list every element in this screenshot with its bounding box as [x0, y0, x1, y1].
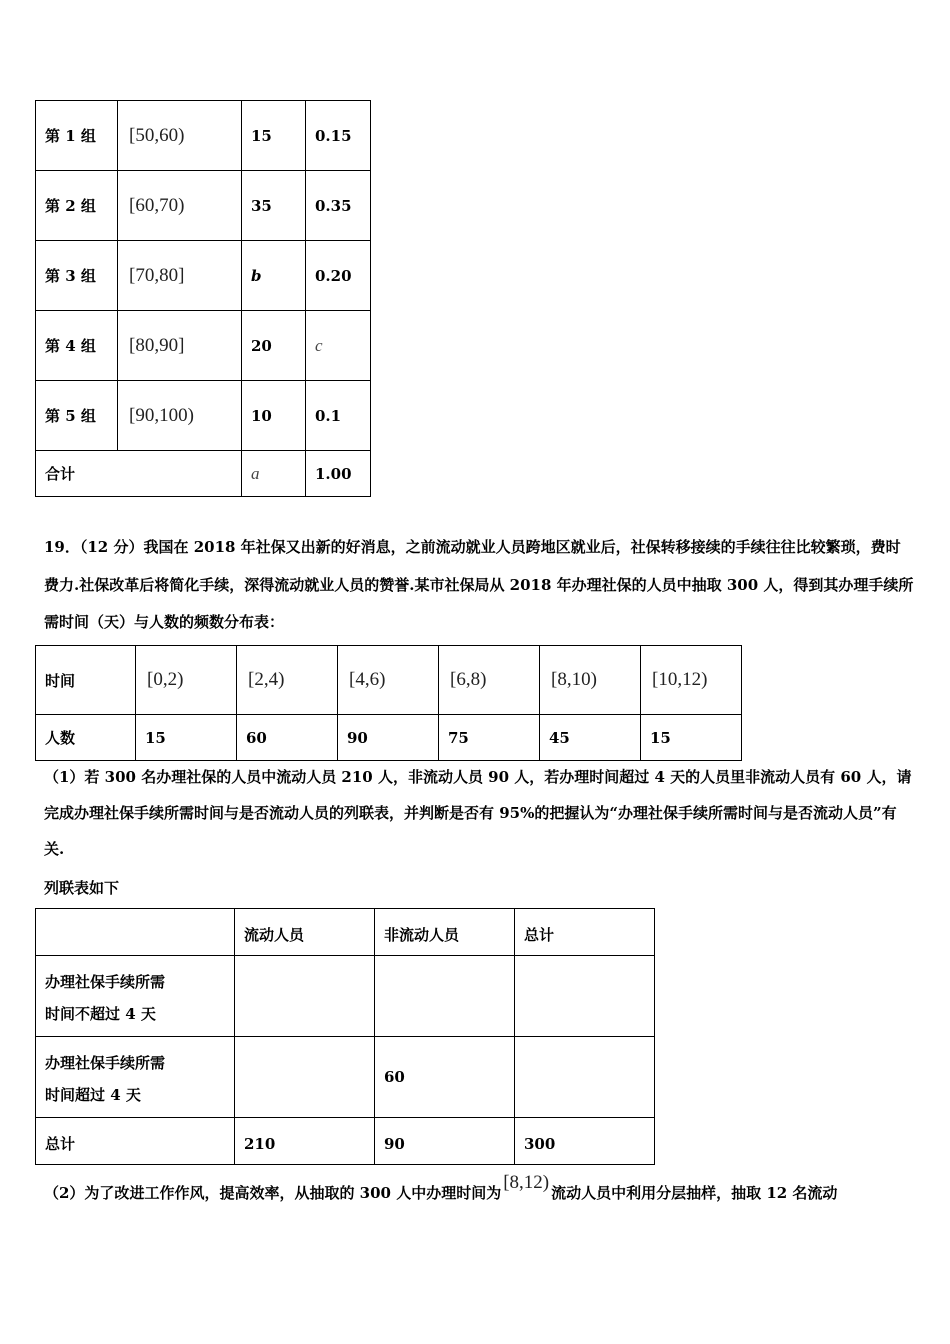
- answer-cell: [515, 956, 655, 1037]
- row-label: [36, 956, 235, 1037]
- total-value: 210: [235, 1118, 375, 1165]
- row-label-line: 时间超过 4 天: [45, 1086, 141, 1104]
- group-label: 第 1 组: [36, 101, 118, 171]
- table-row: [36, 646, 742, 715]
- part-2-text: （2）为了改进工作作风，提高效率，从抽取的 300 人中办理时间为: [44, 1184, 502, 1202]
- group-count: b: [242, 241, 306, 311]
- answer-cell: 60: [375, 1037, 515, 1118]
- table-row: [36, 715, 742, 761]
- group-count: 35: [242, 171, 306, 241]
- total-value: 300: [515, 1118, 655, 1165]
- group-interval: [70,80]: [118, 241, 242, 311]
- total-count: a: [242, 451, 306, 497]
- total-value: 90: [375, 1118, 515, 1165]
- group-interval: [50,60): [118, 101, 242, 171]
- row-label: [36, 1037, 235, 1118]
- answer-cell: [235, 956, 375, 1037]
- table-header-row: [36, 909, 655, 956]
- answer-cell: [515, 1037, 655, 1118]
- contingency-intro: 列联表如下: [44, 879, 120, 897]
- time-interval: [10,12): [641, 646, 742, 715]
- table-row: [36, 311, 371, 381]
- table-total-row: [36, 1118, 655, 1165]
- time-interval: [2,4): [237, 646, 338, 715]
- time-label: 时间: [36, 646, 136, 715]
- group-count: 15: [242, 101, 306, 171]
- group-interval: [60,70): [118, 171, 242, 241]
- question-19-part-2: [44, 1172, 838, 1204]
- count-value: 45: [540, 715, 641, 761]
- row-label-line: 办理社保手续所需: [45, 1054, 166, 1072]
- time-interval: [0,2): [136, 646, 237, 715]
- table-row: [36, 241, 371, 311]
- count-value: 60: [237, 715, 338, 761]
- count-value: 15: [641, 715, 742, 761]
- time-interval: [8,10): [540, 646, 641, 715]
- group-frequency: 0.35: [306, 171, 371, 241]
- row-label-line: 时间不超过 4 天: [45, 1005, 156, 1023]
- table-row: [36, 956, 655, 1037]
- total-frequency: 1.00: [306, 451, 371, 497]
- group-label: 第 5 组: [36, 381, 118, 451]
- group-label: 第 2 组: [36, 171, 118, 241]
- row-label-line: 办理社保手续所需: [45, 973, 166, 991]
- group-count: 10: [242, 381, 306, 451]
- time-interval: [4,6): [338, 646, 439, 715]
- group-frequency: 0.1: [306, 381, 371, 451]
- question-19-part-1: （1）若 300 名办理社保的人员中流动人员 210 人，非流动人员 90 人，若办理时间超过 4 天的人员里非流动人员有 60 人，请完成办理社保手续所需时间与是否流动人员的列联表，并判断是否有 95%的把握认为“办理社保手续所需时间与是否流动人员”有关.: [44, 768, 912, 858]
- group-interval: [80,90]: [118, 311, 242, 381]
- table-row: [36, 1037, 655, 1118]
- group-frequency-table: [35, 100, 371, 497]
- group-label: 第 4 组: [36, 311, 118, 381]
- count-value: 75: [439, 715, 540, 761]
- table-total-row: [36, 451, 371, 497]
- answer-cell: [375, 956, 515, 1037]
- group-frequency: c: [306, 311, 371, 381]
- total-label: 合计: [36, 451, 242, 497]
- header-non-mobile: 非流动人员: [375, 909, 515, 956]
- time-interval: [6,8): [439, 646, 540, 715]
- time-frequency-table: [35, 645, 742, 761]
- contingency-table: [35, 908, 655, 1165]
- table-row: [36, 381, 371, 451]
- group-interval: [90,100): [118, 381, 242, 451]
- table-row: [36, 101, 371, 171]
- count-label: 人数: [36, 715, 136, 761]
- part-2-interval: [8,12): [503, 1172, 550, 1193]
- total-label: 总计: [36, 1118, 235, 1165]
- header-blank: [36, 909, 235, 956]
- group-frequency: 0.20: [306, 241, 371, 311]
- header-mobile: 流动人员: [235, 909, 375, 956]
- count-value: 90: [338, 715, 439, 761]
- table-row: [36, 171, 371, 241]
- group-label: 第 3 组: [36, 241, 118, 311]
- count-value: 15: [136, 715, 237, 761]
- group-frequency: 0.15: [306, 101, 371, 171]
- part-2-text: 流动人员中利用分层抽样，抽取 12 名流动: [551, 1184, 838, 1202]
- answer-cell: [235, 1037, 375, 1118]
- header-total: 总计: [515, 909, 655, 956]
- group-count: 20: [242, 311, 306, 381]
- question-19-intro: 19．（12 分）我国在 2018 年社保又出新的好消息，之前流动就业人员跨地区就业后，社保转移接续的手续往往比较繁琐，费时费力.社保改革后将简化手续，深得流动就业人员的赞誉.某市社保局从 2018 年办理社保的人员中抽取 300 人，得到其办理手续所需时间（天）与人数的频数分布表：: [44, 538, 914, 631]
